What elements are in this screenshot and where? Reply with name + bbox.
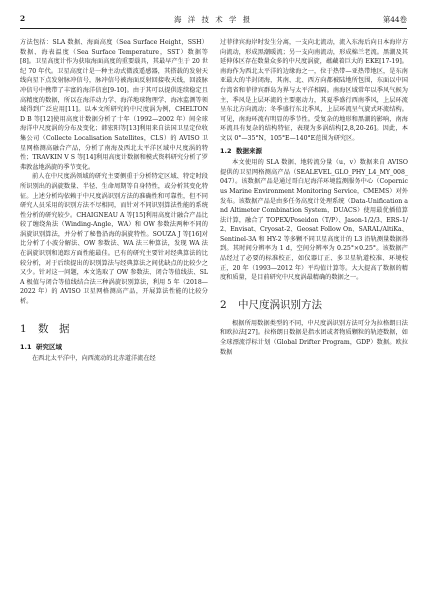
- section-heading: [220, 299, 408, 311]
- paragraph: 方法包括：SLA 数据、海面高度（Sea Surface Height，SSH）数据、海表温度（Sea Surface Temperature，SST）数据等[8]。卫星高度计作为获取海面高度的重要载具，其最早产生于 20 世纪 70 年代。卫星高度计是一种主动式微波遥感器，其搭载的发射天线向星下点发射脉冲信号，脉冲信号被海面反射回接收天线，回波脉冲信号中携带了丰富的海洋信息[9-10]。由于其可以提供连续稳定且高精度的数据，所以在海洋动力学、海洋地球物理学、海冰监测等领域得到广泛应用[11]。以本文所研究的中尺度涡为例，CHELTON D B 等[12]使用高度计数据分析了十年（1992—2002 年）间全球海洋中尺度涡的分布及变化；韩宏阳等[13]利用来自法国卫星定位收集公司（Collecte Localisation Satellites，CLS）的 AVISO 卫星网格测高融合产品，分析了南海及西北太平洋区域中尺度涡的特性；TRAVKIN V S 等[14]利用高度计数据和模式资料研究分析了罗弗敦盆地涡旋的季节变化。: [20, 39, 208, 171]
- section-heading: [20, 323, 208, 335]
- subsection-title: 数据来源: [236, 146, 262, 155]
- paragraph: 本文使用的 SLA 数据、地转流分量（u，v）数据来自 AVISO 提供的卫星网格测高产品（SEALEVEL_GLO_PHY_L4_MY_008_047）。该数据产品是通过哥白尼海洋环境监测服务中心（Copernicus Marine Environment Monitoring Service，CMEMS）对外发布。该数据产品是由多任务高度计处理系统（Data-Unification and Altimeter Combination System，DUACS）使用最优插值算法计算，融合了 TOPEX/Poseidon（T/P）、Jason-1/2/3、ERS-1/2、Envisat、Cryosat-2、Geosat Follow On、SARAL/AltiKa、Sentinel-3A 和 HY-2 等多颗不同卫星高度计的 L3 沿轨测量数据得到。其时间分辨率为 1 d，空间分辨率为 0.25°×0.25°。该数据产品经过了必要的标准校正，如仪器订正、多卫星轨道校准、环境校正，20 年（1993—2012 年）平均值计算等。大大提高了数据的精度和质量，是目前研究中尺度涡最精确的数据之一。: [220, 159, 408, 282]
- subsection-number: 1.1: [20, 342, 32, 351]
- journal-title: 海 洋 技 术 学 报: [174, 15, 253, 24]
- section-title: 数 据: [38, 322, 70, 335]
- running-header: [20, 14, 407, 26]
- left-column: [20, 38, 208, 364]
- paragraph: 前人在中尺度涡领域的研究主要侧重于分析特定区域、特定时段所识别出的涡旋数量、半径、生命周期等自身特性，或分析其变化特征。上述分析均依赖于中尺度涡识别方法的准确性和可靠性，但不同研究人员采用的识别方法不尽相同，而针对不同识别算法性能的系统性分析的研究较少。CHAIGNEAU A 等[15]利用高度计融合产品比较了缠绕角法（Winding-Angle，WA）和 OW 参数法两种不同的涡旋识别算法，并分析了秘鲁沿海的涡旋特性。SOUZA J 等[16]对比分析了小波分解法、OW 参数法、WA 法三种算法，发现 WA 法在涡旋识别和追踪方面性能最佳。已有的研究主要针对经典算法的比较分析，对于后续提出的识别算法与经典算法之间优缺点的比较少之又少。针对这一问题，本文选取了 OW 参数法、闭合等值线法、SLA 极值与闭合等值线结合法三种涡旋识别算法，利用 5 年（2018—2022 年）的 AVISO 卫星网格测高产品，开展算法性能的比较分析。: [20, 173, 208, 306]
- section-number: 2: [220, 298, 227, 311]
- paragraph: 过菲律宾海岸时发生分离，一支向北流动，流入东海后向日本海岸方向流动，形成黑潮暖流；另一支向南流动，形成棉兰老流。黑潮及其延伸体区存在数量众多的中尺度涡旋，蕴藏着巨大的 EKE[17-19]。南海作为西北太平洋的边缘海之一，位于热带—亚热带地区，是东南亚最大的半封闭海，其南、北、西方向都被陆地所包围，东面以中国台湾省和菲律宾群岛为界与太平洋相隔。南海区域常年以季风气候为主，季风是上层环流的主要驱动力，其夏季盛行西南季风，上层环流呈东北方向流动；冬季盛行东北季风，上层环流呈气旋式环流结构。可见，南海环流有明显的季节性。受复杂的地形和黑潮的影响，南海环流具有复杂的结构特征，表现为多涡结构[2,8,20-26]。因此，本文以 0°—35°N，105°E—140°E范围为研究区。: [220, 39, 408, 142]
- paragraph: 根据所用数据类型的不同，中尺度涡识别方法可分为拉格朗日法和欧拉法[27]。拉格朗日数据是指水团或者物质颗粒的轨迹数据，如全球漂流浮标计划（Global Drifter Program，GDP）数据。欧拉数据: [220, 319, 408, 356]
- paragraph: 在西北太平洋中，向西流动的北赤道洋流在经: [32, 355, 156, 363]
- subsection-heading: [220, 147, 408, 157]
- section-number: 1: [20, 322, 27, 335]
- section-title: 中尺度涡识别方法: [238, 298, 322, 311]
- right-column: [220, 38, 408, 357]
- volume-label: 第44卷: [382, 15, 407, 24]
- header-divider: [20, 28, 407, 29]
- page-number: 2: [20, 14, 26, 23]
- subsection-heading: [20, 343, 208, 353]
- subsection-number: 1.2: [220, 146, 232, 155]
- subsection-title: 研究区域: [36, 342, 62, 351]
